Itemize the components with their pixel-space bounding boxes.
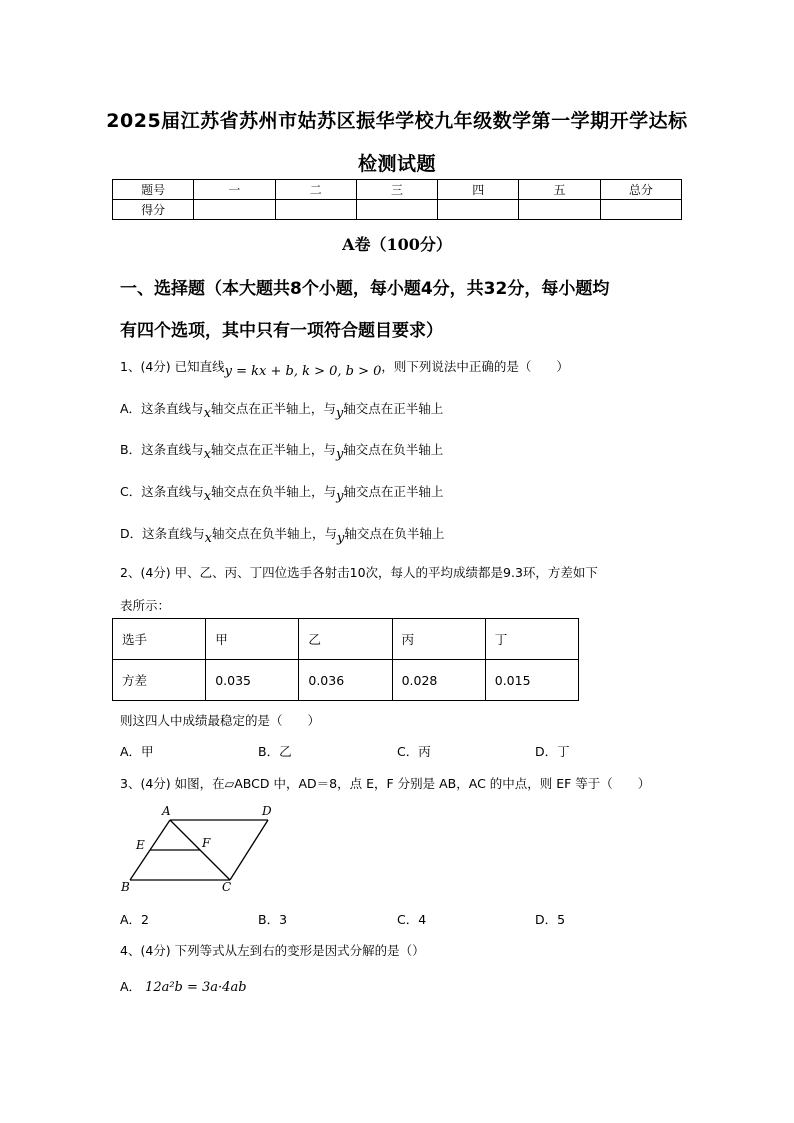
variance-header-cell: 甲 xyxy=(206,619,299,660)
score-blank-cell xyxy=(275,200,356,220)
q3-option-b: B．3 xyxy=(258,912,288,927)
q1-option-b-part3: 轴交点在负半轴上 xyxy=(343,442,444,457)
part1-heading-line1: 一、选择题（本大题共8个小题，每小题4分，共32分，每小题均 xyxy=(120,279,610,299)
q4-option-a xyxy=(120,977,247,995)
q1-option-b xyxy=(120,440,444,462)
q1-option-a-part3: 轴交点在正半轴上 xyxy=(343,401,444,416)
q1-option-d-part2: 轴交点在负半轴上，与 xyxy=(211,526,337,541)
q1-option-d xyxy=(120,524,445,546)
var-y: y xyxy=(337,531,345,546)
variance-value-cell: 0.036 xyxy=(299,660,392,701)
score-table-header-row xyxy=(113,180,682,200)
q4-stem: 4、(4分) 下列等式从左到右的变形是因式分解的是（） xyxy=(120,943,425,958)
variance-header-cell: 丁 xyxy=(485,619,578,660)
variance-table xyxy=(112,618,579,701)
q1-suffix: ，则下列说法中正确的是（ ） xyxy=(381,359,569,374)
score-header-cell: 一 xyxy=(194,180,275,200)
q2-stem-line1: 2、(4分) 甲、乙、丙、丁四位选手各射击10次，每人的平均成绩都是9.3环，方差如下 xyxy=(120,565,598,580)
score-header-cell: 五 xyxy=(519,180,600,200)
edge-CD xyxy=(230,820,268,880)
score-header-cell: 题号 xyxy=(113,180,194,200)
variance-value-cell: 0.015 xyxy=(485,660,578,701)
q1-option-a-part1: A．这条直线与 xyxy=(120,401,204,416)
part1-heading-line2: 有四个选项，其中只有一项符合题目要求） xyxy=(120,321,443,341)
score-header-cell: 二 xyxy=(275,180,356,200)
score-table-score-row xyxy=(113,200,682,220)
q1-option-a-part2: 轴交点在正半轴上，与 xyxy=(210,401,336,416)
q4-option-a-formula: 12a²b = 3a·4ab xyxy=(145,980,247,995)
q1-prefix: 1、(4分) 已知直线 xyxy=(120,359,225,374)
q1-formula: y = kx + b, k > 0, b > 0 xyxy=(224,364,382,379)
q1-option-b-part2: 轴交点在正半轴上，与 xyxy=(210,442,336,457)
variance-value-cell: 0.028 xyxy=(392,660,485,701)
exam-title-line1: 2025届江苏省苏州市姑苏区振华学校九年级数学第一学期开学达标 xyxy=(106,110,688,132)
q3-option-d: D．5 xyxy=(535,912,566,927)
score-blank-cell xyxy=(438,200,519,220)
q2-question: 则这四人中成绩最稳定的是（ ） xyxy=(120,713,321,728)
score-blank-cell xyxy=(600,200,681,220)
variance-row-label: 方差 xyxy=(113,660,206,701)
parallelogram-figure xyxy=(112,800,282,895)
q2-option-b: B．乙 xyxy=(258,744,292,759)
var-x: x xyxy=(203,489,212,504)
score-header-cell: 三 xyxy=(356,180,437,200)
variance-table-header-row xyxy=(113,619,579,660)
q1-option-c-part3: 轴交点在正半轴上 xyxy=(343,484,444,499)
label-B: B xyxy=(121,880,130,894)
var-x: x xyxy=(204,531,212,546)
q1-option-d-part1: D．这条直线与 xyxy=(120,526,205,541)
score-table xyxy=(112,179,682,220)
score-blank-cell xyxy=(194,200,275,220)
q1-option-c-part1: C．这条直线与 xyxy=(120,484,204,499)
exam-title-line2: 检测试题 xyxy=(357,153,436,175)
score-blank-cell xyxy=(519,200,600,220)
score-blank-cell xyxy=(356,200,437,220)
variance-value-cell: 0.035 xyxy=(206,660,299,701)
variance-header-cell: 选手 xyxy=(113,619,206,660)
q1-option-a xyxy=(120,399,444,421)
score-header-cell: 总分 xyxy=(600,180,681,200)
q1-option-c xyxy=(120,482,444,504)
q3-option-c: C．4 xyxy=(397,912,427,927)
q1-option-c-part2: 轴交点在负半轴上，与 xyxy=(211,484,337,499)
q2-stem-line2: 表所示： xyxy=(120,598,171,613)
var-x: x xyxy=(203,406,211,421)
q2-option-d: D．丁 xyxy=(535,744,570,759)
q3-stem: 3、(4分) 如图，在▱ABCD 中，AD＝8，点 E，F 分别是 AB，AC 的中点，则 EF 等于（ ） xyxy=(120,776,651,791)
variance-header-cell: 乙 xyxy=(299,619,392,660)
label-E: E xyxy=(136,838,145,852)
score-header-cell: 四 xyxy=(438,180,519,200)
label-D: D xyxy=(262,804,272,818)
q4-option-a-label: A． xyxy=(120,979,142,994)
label-A: A xyxy=(162,804,171,818)
label-F: F xyxy=(202,836,211,850)
var-x: x xyxy=(203,447,211,462)
var-y: y xyxy=(335,406,344,421)
section-a-title: A卷（100分） xyxy=(342,235,452,254)
q1-stem xyxy=(120,357,569,379)
q3-option-a: A．2 xyxy=(120,912,150,927)
q2-option-c: C．丙 xyxy=(397,744,431,759)
q1-option-d-part3: 轴交点在负半轴上 xyxy=(344,526,445,541)
score-row-label: 得分 xyxy=(113,200,194,220)
var-y: y xyxy=(336,489,344,504)
q2-option-a: A．甲 xyxy=(120,744,154,759)
label-C: C xyxy=(222,880,232,894)
variance-table-value-row xyxy=(113,660,579,701)
variance-header-cell: 丙 xyxy=(392,619,485,660)
var-y: y xyxy=(335,447,344,462)
q1-option-b-part1: B．这条直线与 xyxy=(120,442,204,457)
